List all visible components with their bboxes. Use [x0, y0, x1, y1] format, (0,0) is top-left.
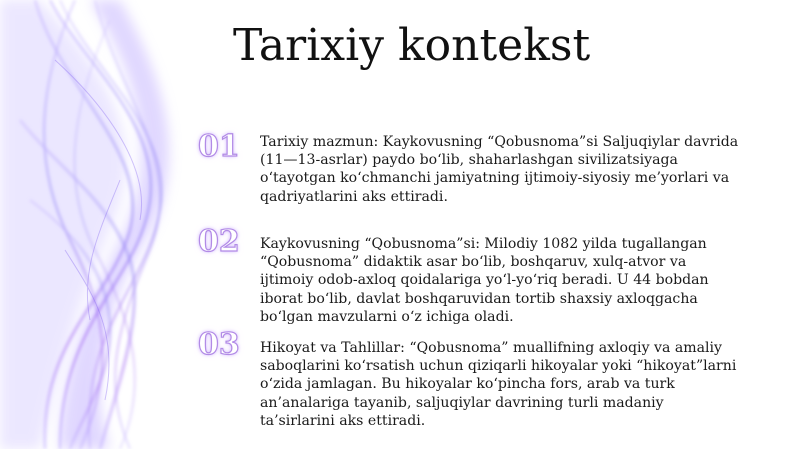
item-number-01: 01: [198, 129, 240, 164]
item-text-02: Kaykovusning “Qobusnoma”si: Milodiy 1082 yilda tugallangan “Qobusnoma” didaktik asar bo‘lib, boshqaruv, xulq-atvor va ijtimoiy odob-axloq qoidalariga yo‘l-yo‘riq beradi. U 44 bobdan iborat bo‘lib, davlat boshqaruvidan tortib shaxsiy axloqgacha bo‘lgan mavzularni o‘z ichiga oladi.: [260, 236, 709, 325]
slide-title: Tarixiy kontekst: [233, 20, 591, 71]
item-text-03: Hikoyat va Tahlillar: “Qobusnoma” muallifning axloqiy va amaliy saboqlarini ko‘rsatish uchun qiziqarli hikoyalar yoki “hikoyat”larni o‘zida jamlagan. Bu hikoyalar ko‘pincha fors, arab va turk an’analariga tayanib, saljuqiylar davrining turli madaniy ta’sirlarini aks ettiradi.: [260, 340, 737, 429]
item-number-02: 02: [198, 224, 240, 259]
item-number-03: 03: [198, 327, 240, 362]
item-text-01: Tarixiy mazmun: Kaykovusning “Qobusnoma”si Saljuqiylar davrida (11—13-asrlar) paydo bo‘lib, shaharlashgan sivilizatsiyaga o‘tayotgan ko‘chmanchi jamiyatning ijtimoiy-siyosiy me’yorlari va qadriyatlarini aks ettiradi.: [260, 134, 739, 205]
